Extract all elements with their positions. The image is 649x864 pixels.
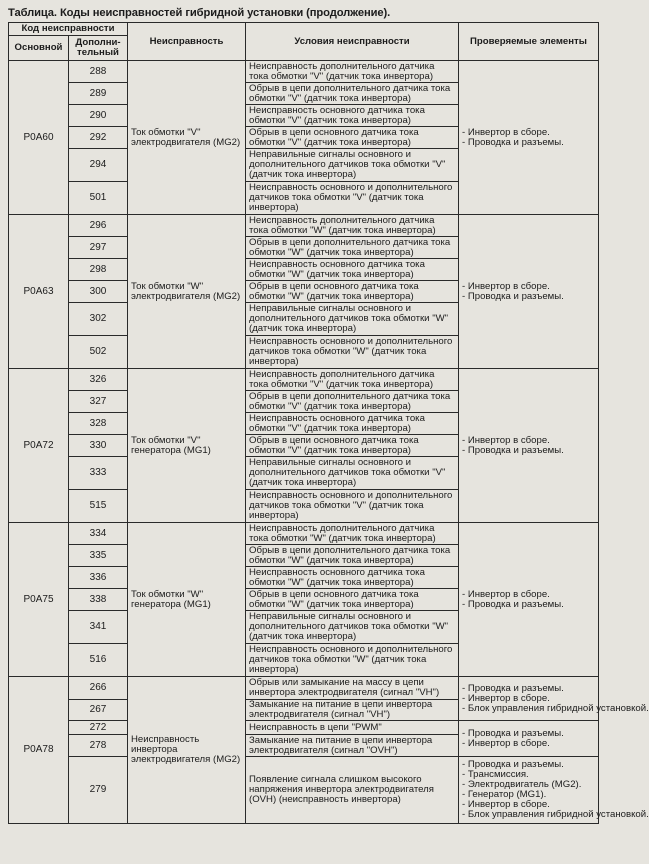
condition-cell: Неисправность основного датчика тока обмотки "V" (датчик тока инвертора)	[246, 105, 459, 127]
sub-code-cell: 288	[69, 61, 128, 83]
condition-cell: Обрыв в цепи дополнительного датчика тока обмотки "W" (датчик тока инвертора)	[246, 237, 459, 259]
condition-cell: Неправильные сигналы основного и дополнительного датчиков тока обмотки "V" (датчик тока инвертора)	[246, 149, 459, 182]
main-code-cell: P0A72	[9, 369, 69, 523]
fault-code-table	[8, 22, 649, 824]
condition-cell: Неисправность в цепи "PWM"	[246, 721, 459, 735]
checked-elements-cell	[459, 757, 649, 824]
checked-elements-cell	[459, 523, 599, 677]
main-code-cell: P0A75	[9, 523, 69, 677]
condition-cell: Неисправность основного и дополнительного датчиков тока обмотки "W" (датчик тока инвертора)	[246, 644, 459, 677]
sub-code-header: Дополни-тельный	[69, 36, 128, 61]
sub-code-cell: 267	[69, 700, 128, 721]
sub-code-cell: 516	[69, 644, 128, 677]
sub-code-cell: 294	[69, 149, 128, 182]
sub-code-cell: 290	[69, 105, 128, 127]
sub-code-cell: 298	[69, 259, 128, 281]
sub-code-cell: 302	[69, 303, 128, 336]
condition-cell: Неисправность основного датчика тока обмотки "W" (датчик тока инвертора)	[246, 259, 459, 281]
table-row	[9, 757, 599, 824]
fault-cell: Ток обмотки "W" электродвигателя (MG2)	[128, 215, 246, 369]
checked-item: - Трансмиссия.	[462, 769, 529, 780]
fault-cell: Неисправность инвертора электродвигателя (MG2)	[128, 677, 246, 824]
checked-item: - Инвертор в сборе.	[462, 737, 550, 749]
table-caption: Таблица. Коды неисправностей гибридной установки (продолжение).	[8, 7, 391, 19]
checked-item: - Блок управления гибридной установкой.	[462, 809, 649, 820]
code-header: Код неисправности	[9, 23, 128, 36]
condition-cell: Обрыв в цепи дополнительного датчика тока обмотки "V" (датчик тока инвертора)	[246, 391, 459, 413]
condition-cell: Появление сигнала слишком высокого напряжения инвертора электродвигателя (OVH) (неисправность инвертора)	[246, 757, 459, 824]
checked-item: - Электродвигатель (MG2).	[462, 779, 582, 790]
main-code-header: Основной	[9, 36, 69, 61]
condition-cell: Неправильные сигналы основного и дополнительного датчиков тока обмотки "V" (датчик тока инвертора)	[246, 457, 459, 490]
checked-elements-cell	[459, 369, 599, 523]
checked-item: - Проводка и разъемы.	[462, 682, 564, 694]
checked-item: - Инвертор в сборе.	[462, 799, 550, 810]
checked-item: - Блок управления гибридной установкой.	[462, 702, 649, 714]
fault-cell: Ток обмотки "W" генератора (MG1)	[128, 523, 246, 677]
table-row	[9, 523, 599, 545]
checked-item: - Генератор (MG1).	[462, 789, 547, 800]
checked-item: - Проводка и разъемы.	[462, 136, 564, 148]
sub-code-cell: 515	[69, 490, 128, 523]
sub-code-cell: 338	[69, 589, 128, 611]
table-row	[9, 721, 599, 735]
checked-item: - Инвертор в сборе.	[462, 692, 550, 704]
condition-cell: Неисправность основного и дополнительного датчиков тока обмотки "V" (датчик тока инвертора)	[246, 182, 459, 215]
checked-elements-cell	[459, 677, 649, 721]
table-row	[9, 61, 599, 83]
checked-item: - Проводка и разъемы.	[462, 759, 564, 770]
checked-item: - Проводка и разъемы.	[462, 290, 564, 302]
sub-code-cell: 326	[69, 369, 128, 391]
sub-code-cell: 335	[69, 545, 128, 567]
condition-cell: Неправильные сигналы основного и дополнительного датчиков тока обмотки "W" (датчик тока инвертора)	[246, 611, 459, 644]
checked-item: - Инвертор в сборе.	[462, 588, 550, 600]
condition-cell: Неисправность основного датчика тока обмотки "V" (датчик тока инвертора)	[246, 413, 459, 435]
sub-code-cell: 278	[69, 735, 128, 757]
checked-elements-cell	[459, 215, 599, 369]
sub-code-cell: 327	[69, 391, 128, 413]
checked-item: - Инвертор в сборе.	[462, 126, 550, 138]
fault-cell: Ток обмотки "V" электродвигателя (MG2)	[128, 61, 246, 215]
condition-cell: Обрыв в цепи дополнительного датчика тока обмотки "W" (датчик тока инвертора)	[246, 545, 459, 567]
sub-code-cell: 296	[69, 215, 128, 237]
main-code-cell: P0A63	[9, 215, 69, 369]
fault-cell: Ток обмотки "V" генератора (MG1)	[128, 369, 246, 523]
sub-code-cell: 333	[69, 457, 128, 490]
fault-header: Неисправность	[128, 23, 246, 61]
checked-item: - Инвертор в сборе.	[462, 434, 550, 446]
checked-item: - Инвертор в сборе.	[462, 280, 550, 292]
checked-item: - Проводка и разъемы.	[462, 727, 564, 739]
condition-cell: Неисправность дополнительного датчика тока обмотки "V" (датчик тока инвертора)	[246, 61, 459, 83]
condition-cell: Обрыв в цепи основного датчика тока обмотки "V" (датчик тока инвертора)	[246, 435, 459, 457]
sub-code-cell: 502	[69, 336, 128, 369]
condition-cell: Неисправность дополнительного датчика тока обмотки "V" (датчик тока инвертора)	[246, 369, 459, 391]
checked-elements-cell	[459, 61, 599, 215]
condition-cell: Обрыв в цепи основного датчика тока обмотки "V" (датчик тока инвертора)	[246, 127, 459, 149]
checked-item: - Проводка и разъемы.	[462, 444, 564, 456]
main-code-cell: P0A60	[9, 61, 69, 215]
condition-cell: Неисправность основного и дополнительного датчиков тока обмотки "V" (датчик тока инвертора)	[246, 490, 459, 523]
checked-item: - Проводка и разъемы.	[462, 598, 564, 610]
condition-cell: Обрыв в цепи основного датчика тока обмотки "W" (датчик тока инвертора)	[246, 589, 459, 611]
condition-cell: Неисправность дополнительного датчика тока обмотки "W" (датчик тока инвертора)	[246, 215, 459, 237]
sub-code-cell: 300	[69, 281, 128, 303]
sub-code-cell: 341	[69, 611, 128, 644]
table-row	[9, 215, 599, 237]
sub-code-cell: 297	[69, 237, 128, 259]
sub-code-cell: 279	[69, 757, 128, 824]
condition-cell: Обрыв в цепи основного датчика тока обмотки "W" (датчик тока инвертора)	[246, 281, 459, 303]
condition-cell: Обрыв в цепи дополнительного датчика тока обмотки "V" (датчик тока инвертора)	[246, 83, 459, 105]
conditions-header: Условия неисправности	[246, 23, 459, 61]
table-body	[9, 60, 649, 824]
condition-cell: Обрыв или замыкание на массу в цепи инвертора электродвигателя (сигнал "VH")	[246, 677, 459, 700]
sub-code-cell: 289	[69, 83, 128, 105]
table-row	[9, 369, 599, 391]
sub-code-cell: 266	[69, 677, 128, 700]
table-row	[9, 677, 599, 700]
checked-elements-cell	[459, 721, 599, 757]
condition-cell: Замыкание на питание в цепи инвертора электродвигателя (сигнал "VH")	[246, 700, 459, 721]
condition-cell: Неисправность дополнительного датчика тока обмотки "W" (датчик тока инвертора)	[246, 523, 459, 545]
condition-cell: Неправильные сигналы основного и дополнительного датчиков тока обмотки "W" (датчик тока инвертора)	[246, 303, 459, 336]
sub-code-cell: 336	[69, 567, 128, 589]
sub-code-cell: 328	[69, 413, 128, 435]
sub-code-cell: 292	[69, 127, 128, 149]
condition-cell: Неисправность основного и дополнительного датчиков тока обмотки "W" (датчик тока инвертора)	[246, 336, 459, 369]
sub-code-cell: 272	[69, 721, 128, 735]
condition-cell: Неисправность основного датчика тока обмотки "W" (датчик тока инвертора)	[246, 567, 459, 589]
sub-code-cell: 501	[69, 182, 128, 215]
condition-cell: Замыкание на питание в цепи инвертора электродвигателя (сигнал "OVH")	[246, 735, 459, 757]
sub-code-cell: 330	[69, 435, 128, 457]
main-code-cell: P0A78	[9, 677, 69, 824]
sub-code-cell: 334	[69, 523, 128, 545]
checked-header: Проверяемые элементы	[459, 23, 599, 61]
